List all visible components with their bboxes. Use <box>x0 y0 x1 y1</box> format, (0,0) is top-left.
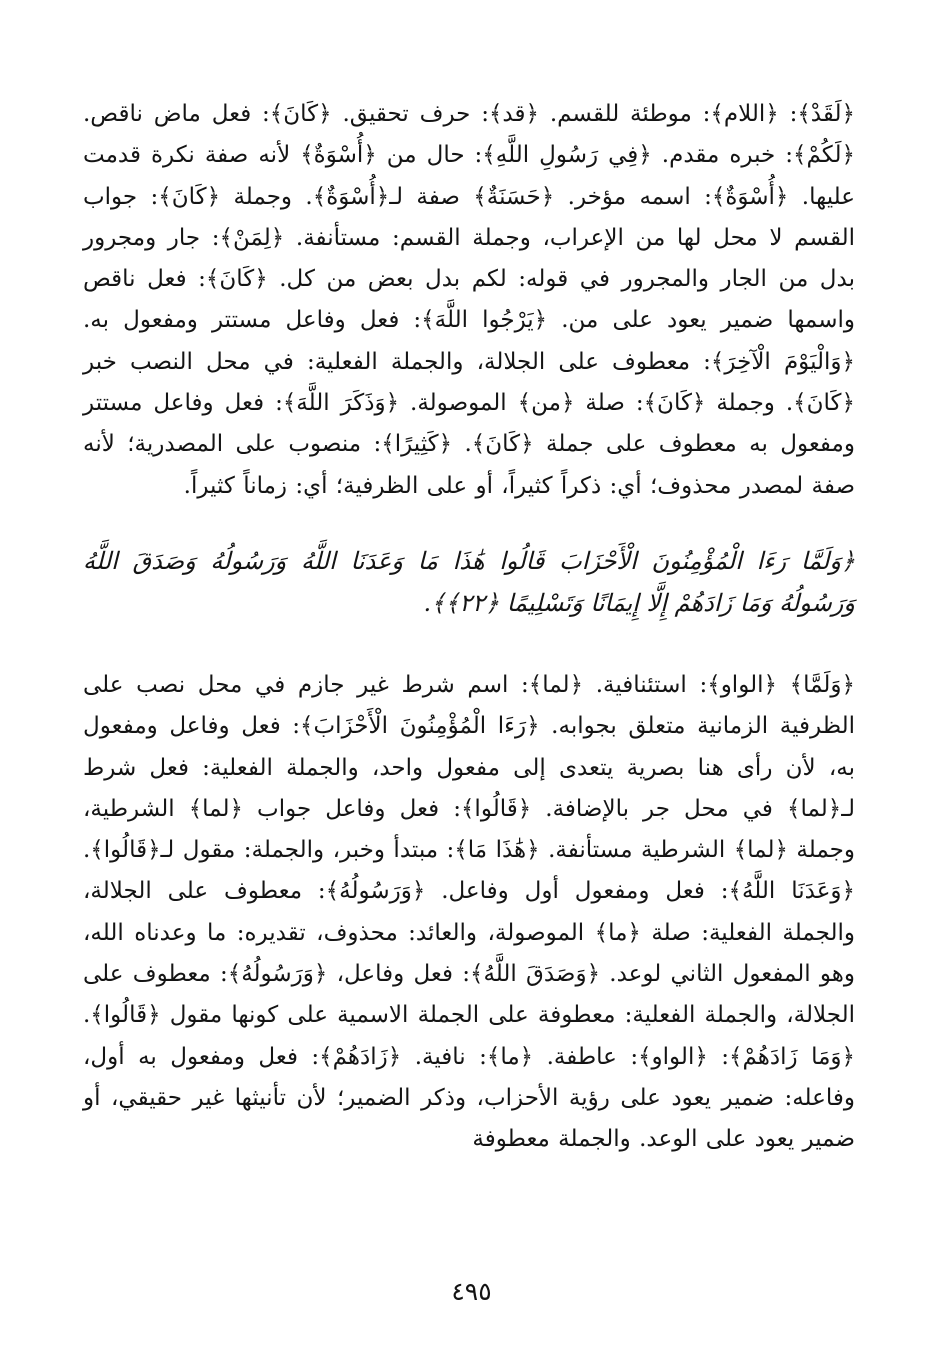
quran-verse: ﴿وَلَمَّا رَءَا الْمُؤْمِنُونَ الْأَحْزَابَ قَالُوا هَٰذَا مَا وَعَدَنَا اللَّهُ وَرَسُولُهُ وَصَدَقَ اللَّهُ وَرَسُولُهُ وَمَا زَادَهُمْ إِلَّا إِيمَانًا وَتَسْلِيمًا ﴿٢٢﴾﴾. <box>83 546 855 617</box>
paragraph-spacer <box>83 624 855 665</box>
paragraph-grammar-analysis-2: ﴿وَلَمَّا﴾ ﴿الواو﴾: استئنافية. ﴿لما﴾: اسم شرط غير جازم في محل نصب على الظرفية الزمانية متعلق بجوابه. ﴿رَءَا الْمُؤْمِنُونَ الْأَحْزَابَ﴾: فعل وفاعل ومفعول به، لأن رأى هنا بصرية يتعدى إلى مفعول واحد، والجملة الفعلية: فعل شرط لـ﴿لما﴾ في محل جر بالإضافة. ﴿قَالُوا﴾: فعل وفاعل جواب ﴿لما﴾ الشرطية، وجملة ﴿لما﴾ الشرطية مستأنفة. ﴿هَٰذَا مَا﴾: مبتدأ وخبر، والجملة: مقول لـ﴿قَالُوا﴾. ﴿وَعَدَنَا اللَّهُ﴾: فعل ومفعول أول وفاعل. ﴿وَرَسُولُهُ﴾: معطوف على الجلالة، والجملة الفعلية: صلة ﴿ما﴾ الموصولة، والعائد: محذوف، تقديره: ما وعدناه الله، وهو المفعول الثاني لوعد. ﴿وَصَدَقَ اللَّهُ﴾: فعل وفاعل، ﴿وَرَسُولُهُ﴾: معطوف على الجلالة، والجملة الفعلية: معطوفة على الجملة الاسمية على كونها مقول ﴿قَالُوا﴾. ﴿وَمَا زَادَهُمْ﴾: ﴿الواو﴾: عاطفة. ﴿ما﴾: نافية. ﴿زَادَهُمْ﴾: فعل ومفعول به أول، وفاعله: ضمير يعود على رؤية الأحزاب، وذكر الضمير؛ لأن تأنيثها غير حقيقي، أو ضمير يعود على الوعد. والجملة معطوفة <box>83 671 855 1153</box>
page-body <box>83 94 855 1161</box>
paragraph-grammar-analysis-1: ﴿لَقَدْ﴾: ﴿اللام﴾: موطئة للقسم. ﴿قد﴾: حرف تحقيق. ﴿كَانَ﴾: فعل ماض ناقص. ﴿لَكُمْ﴾: خبره مقدم. ﴿فِي رَسُولِ اللَّهِ﴾: حال من ﴿أُسْوَةٌ﴾ لأنه صفة نكرة قدمت عليها. ﴿أُسْوَةٌ﴾: اسمه مؤخر. ﴿حَسَنَةٌ﴾ صفة لـ﴿أُسْوَةٌ﴾. وجملة ﴿كَانَ﴾: جواب القسم لا محل لها من الإعراب، وجملة القسم: مستأنفة. ﴿لِمَنْ﴾: جار ومجرور بدل من الجار والمجرور في قوله: لكم بدل بعض من كل. ﴿كَانَ﴾: فعل ناقص واسمها ضمير يعود على من. ﴿يَرْجُوا اللَّهَ﴾: فعل وفاعل مستتر ومفعول به. ﴿وَالْيَوْمَ الْآخِرَ﴾: معطوف على الجلالة، والجملة الفعلية: في محل النصب خبر ﴿كَانَ﴾. وجملة ﴿كَانَ﴾: صلة ﴿من﴾ الموصولة. ﴿وَذَكَرَ اللَّهَ﴾: فعل وفاعل مستتر ومفعول به معطوف على جملة ﴿كَانَ﴾. ﴿كَثِيرًا﴾: منصوب على المصدرية؛ لأنه صفة لمصدر محذوف؛ أي: ذكراً كثيراً، أو على الظرفية؛ أي: زماناً كثيراً. <box>83 101 855 499</box>
page-number: ٤٩٥ <box>451 1277 492 1306</box>
paragraph-spacer <box>83 507 855 540</box>
